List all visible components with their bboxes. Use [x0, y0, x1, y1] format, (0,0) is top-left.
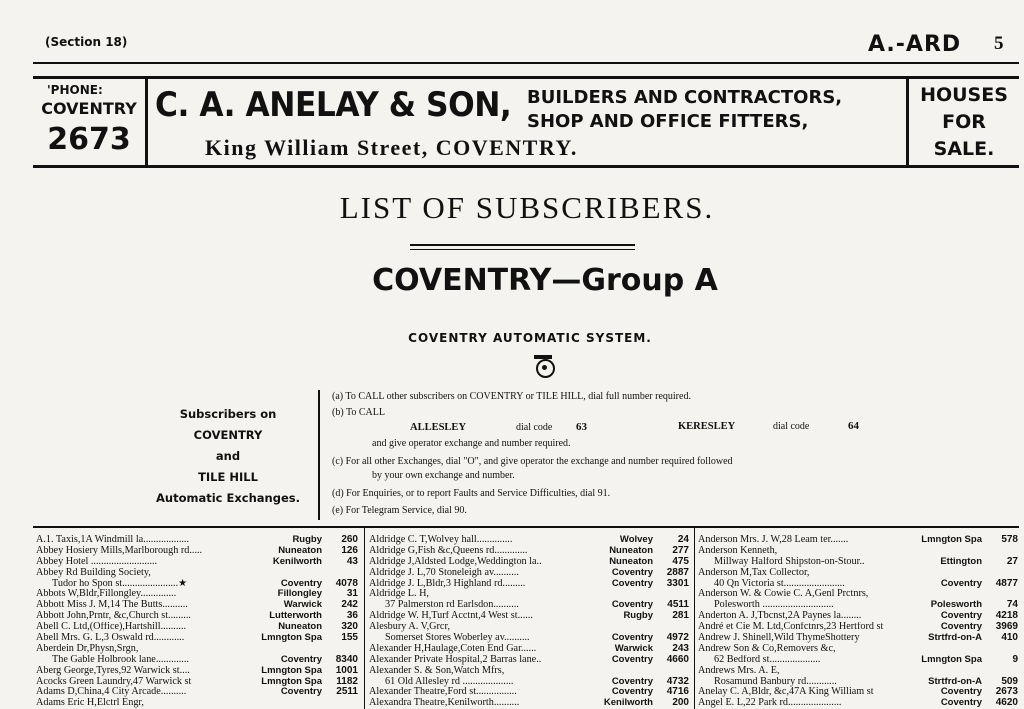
listing-name: The Gable Holbrook lane.............	[52, 654, 189, 665]
list-title: LIST OF SUBSCRIBERS.	[339, 190, 715, 225]
listing-exchange: Rugby	[292, 534, 322, 545]
left-note	[148, 404, 308, 509]
listing-number: 126	[341, 544, 358, 556]
listing-name: Anderton A. J,Tbcnst,2A Paynes la........	[698, 611, 862, 622]
listing-number: 2511	[336, 686, 358, 698]
listing-number: 277	[672, 544, 689, 556]
advert-banner	[33, 76, 1019, 168]
listing-row	[698, 568, 1018, 579]
column-divider-2	[694, 527, 695, 709]
listing-number: 2673	[995, 686, 1018, 698]
listing-name: Anelay C. A,Bldr, &c,47A King William st	[698, 687, 874, 698]
listing-name: Abbey Hosiery Mills,Marlborough rd.....	[36, 545, 203, 556]
listing-number: 242	[341, 599, 358, 611]
listing-exchange: Rugby	[623, 610, 653, 622]
listing-exchange: Strtfrd-on-A	[928, 632, 982, 644]
listing-exchange: Lutterworth	[269, 610, 322, 622]
section-label: (Section 18)	[45, 35, 128, 49]
listing-exchange: Nuneaton	[609, 555, 653, 567]
listing-number: 4660	[666, 653, 689, 665]
listing-column-3	[698, 535, 1018, 709]
listing-number: 1182	[336, 675, 358, 687]
listing-name: Andrews Mrs. A. E,	[698, 664, 780, 676]
listing-name: 40 Qn Victoria st........................	[714, 578, 845, 589]
instruction-b: (b) To CALL	[332, 407, 385, 418]
listing-name: Aldridge L. H,	[369, 588, 429, 600]
advert-divider-left	[145, 79, 148, 165]
instruction-c: (c) For all other Exchanges, dial "O", and give operator the exchange and number required followed	[332, 456, 733, 467]
listing-number: 410	[1001, 632, 1018, 644]
listing-number: 578	[1001, 534, 1018, 545]
services-line-1: BUILDERS AND CONTRACTORS,	[527, 87, 843, 108]
listing-name: Polesworth ............................	[714, 600, 834, 611]
listing-name: Alexander S. & Son,Watch Mfrs,	[369, 664, 505, 676]
listing-number: 4732	[666, 675, 689, 687]
allesley-code-label: dial code	[516, 422, 553, 433]
listing-name: Adams D,China,4 City Arcade..........	[36, 687, 187, 698]
page-number: 5	[994, 33, 1004, 54]
page-range: A.-ARD	[868, 32, 962, 57]
listing-exchange: Nuneaton	[278, 544, 322, 556]
left-note-line-3: and	[215, 449, 241, 463]
services-line-2: SHOP AND OFFICE FITTERS,	[527, 111, 809, 132]
listing-row	[698, 666, 1018, 677]
company-address: King William Street, COVENTRY.	[205, 135, 578, 160]
system-title: COVENTRY AUTOMATIC SYSTEM.	[408, 331, 652, 345]
left-note-line-2: COVENTRY	[193, 428, 263, 442]
listing-number: 4716	[666, 686, 689, 698]
listing-number: 260	[341, 534, 358, 545]
phone-number: 2673	[47, 122, 131, 157]
listing-exchange: Polesworth	[930, 599, 982, 611]
listing-exchange: Lmngton Spa	[921, 653, 982, 665]
listing-name: André et Cie M. Ltd,Confctnrs,23 Hertford st	[698, 622, 884, 633]
title-rule-2	[410, 249, 635, 250]
listing-name: Andrew Son & Co,Removers &c,	[698, 642, 836, 654]
listing-name: 61 Old Allesley rd ....................	[385, 676, 514, 687]
listing-exchange: Nuneaton	[609, 544, 653, 556]
left-note-line-5: Automatic Exchanges.	[156, 491, 300, 505]
listing-exchange: Lmngton Spa	[921, 534, 982, 545]
instruction-d: (d) For Enquiries, or to report Faults and Service Difficulties, dial 91.	[332, 488, 611, 499]
company-name: C. A. ANELAY & SON,	[155, 85, 512, 125]
listing-name: Acocks Green Laundry,47 Warwick st	[36, 676, 192, 687]
listing-number: 3969	[995, 621, 1018, 633]
listing-name: A.1. Taxis,1A Windmill la..................	[36, 535, 190, 545]
listing-number: 2887	[666, 566, 689, 578]
listing-exchange: Coventry	[611, 686, 653, 698]
listing-name: Millway Halford Shipston-on-Stour..	[714, 556, 865, 567]
listing-row	[36, 568, 358, 579]
listing-exchange: Kenilworth	[272, 555, 322, 567]
columns-top-rule	[33, 526, 1019, 528]
listing-number: 4620	[995, 697, 1018, 709]
listing-exchange: Kenilworth	[603, 697, 653, 709]
listing-exchange: Coventry	[940, 697, 982, 709]
listing-name: Anderson M,Tax Collector,	[698, 566, 810, 578]
listing-name: Rosamund Banbury rd............	[714, 676, 837, 687]
listing-name: Aldridge G,Fish &c,Queens rd.............	[369, 545, 528, 556]
listing-name: Aldridge J,Aldsted Lodge,Weddington la..	[369, 556, 542, 567]
left-note-line-4: TILE HILL	[198, 470, 258, 484]
listing-row	[369, 568, 689, 579]
listing-exchange: Ettington	[940, 555, 982, 567]
houses-text: HOUSES	[920, 84, 1008, 106]
listing-number: 24	[677, 534, 689, 545]
listing-exchange: Strtfrd-on-A	[928, 675, 982, 687]
listing-column-2	[369, 535, 689, 709]
phone-label: 'PHONE:	[47, 83, 103, 97]
listing-exchange: Coventry	[611, 566, 653, 578]
listing-exchange: Wolvey	[619, 534, 653, 545]
listing-exchange: Lmngton Spa	[261, 675, 322, 687]
keresley-code-label: dial code	[773, 421, 810, 432]
listing-name: Abbott Miss J. M,14 The Butts..........	[36, 600, 188, 611]
listing-number: 74	[1006, 599, 1018, 611]
phone-city: COVENTRY	[41, 99, 137, 118]
listing-number: 36	[346, 610, 358, 622]
listing-name: Alexandra Theatre,Kenilworth..........	[369, 698, 520, 709]
listing-number: 4972	[666, 632, 689, 644]
listing-number: 4078	[335, 577, 358, 589]
listing-name: Anderson Kenneth,	[698, 544, 778, 556]
listing-exchange: Nuneaton	[278, 621, 322, 633]
instruction-bracket	[318, 390, 330, 520]
listing-exchange: Coventry	[611, 675, 653, 687]
listing-row	[369, 698, 689, 709]
listing-name: Aldridge W. H,Turf Acctnt,4 West st......	[369, 611, 533, 622]
listing-exchange: Coventry	[280, 653, 322, 665]
listing-number: 43	[346, 555, 358, 567]
listing-exchange: Lmngton Spa	[261, 632, 322, 644]
listing-name: Abbott John,Prntr, &c,Church st.........	[36, 611, 191, 622]
listing-number: 3301	[666, 577, 689, 589]
listing-name: 62 Bedford st....................	[714, 654, 821, 665]
listing-name: Aldridge J. L,70 Stoneleigh av..........	[369, 567, 519, 578]
listing-name: Aberdein Dr,Physn,Srgn,	[36, 642, 139, 654]
allesley-code: 63	[576, 421, 587, 433]
listing-exchange: Warwick	[283, 599, 322, 611]
listing-name: Alexander Theatre,Ford st................	[369, 687, 517, 698]
listing-exchange: Coventry	[280, 686, 322, 698]
listing-name: 37 Palmerston rd Earlsdon..........	[385, 600, 519, 611]
listing-number: 155	[341, 632, 358, 644]
listing-exchange: Coventry	[611, 599, 653, 611]
listing-number: 243	[672, 642, 689, 654]
listing-number: 281	[672, 610, 689, 622]
listing-name: Aberg George,Tyres,92 Warwick st....	[36, 665, 190, 676]
listing-number: 200	[672, 697, 689, 709]
listing-exchange: Coventry	[940, 610, 982, 622]
listing-name: Anderson W. & Cowie C. A,Genl Prctnrs,	[698, 588, 869, 600]
instruction-b-tail: and give operator exchange and number required.	[372, 438, 571, 449]
left-note-line-1: Subscribers on	[179, 407, 277, 421]
allesley-exchange: ALLESLEY	[410, 422, 467, 433]
listing-name: Andrew J. Shinell,Wild ThymeShottery	[698, 633, 860, 644]
listing-name: Tudor ho Spon st......................★	[52, 578, 188, 589]
listing-column-1	[36, 535, 358, 709]
listing-number: 4218	[995, 610, 1018, 622]
listing-name: Alexander Private Hospital,2 Barras lane..	[369, 654, 542, 665]
listing-name: Adams Eric H,Elctrl Engr,	[36, 697, 144, 709]
listing-number: 4877	[995, 577, 1018, 589]
listing-name: Alesbury A. V,Grcr,	[369, 621, 450, 633]
listing-exchange: Warwick	[614, 642, 653, 654]
listing-name: Anderson Mrs. J. W,28 Leam ter.......	[698, 535, 849, 545]
listing-name: Aldridge J. L,Bldr,3 Highland rd.........	[369, 578, 526, 589]
listing-name: Alexander H,Haulage,Coten End Gar......	[369, 643, 537, 654]
listing-exchange: Coventry	[940, 686, 982, 698]
listing-exchange: Coventry	[280, 577, 322, 589]
listing-row	[36, 666, 358, 677]
listing-exchange: Fillongley	[277, 588, 322, 600]
listing-name: Somerset Stores Woberley av..........	[385, 633, 530, 644]
listing-exchange: Coventry	[611, 577, 653, 589]
listing-row	[36, 698, 358, 709]
for-text: FOR	[942, 111, 986, 133]
header-rule	[33, 62, 1019, 64]
listing-number: 320	[341, 621, 358, 633]
listing-number: 1001	[335, 664, 358, 676]
instruction-c-2: by your own exchange and number.	[372, 470, 515, 481]
listing-exchange: Coventry	[940, 577, 982, 589]
listing-exchange: Coventry	[611, 632, 653, 644]
ornament-dot-icon	[542, 365, 547, 370]
listing-exchange: Coventry	[611, 653, 653, 665]
instruction-e: (e) For Telegram Service, dial 90.	[332, 505, 467, 516]
listing-name: Angel E. L,22 Park rd.....................	[698, 698, 842, 709]
listing-row	[698, 698, 1018, 709]
listing-number: 31	[346, 588, 358, 600]
group-title: COVENTRY—Group A	[372, 263, 718, 298]
listing-name: Abbey Rd Building Society,	[36, 566, 151, 578]
listing-number: 509	[1001, 675, 1018, 687]
listing-row	[369, 666, 689, 677]
column-divider-1	[364, 527, 365, 709]
listing-exchange: Coventry	[940, 621, 982, 633]
listing-number: 4511	[667, 599, 689, 611]
keresley-exchange: KERESLEY	[678, 421, 736, 432]
listing-name: Abell C. Ltd,(Office),Hartshill..........	[36, 622, 187, 633]
listing-number: 27	[1006, 555, 1018, 567]
listing-number: 8340	[335, 653, 358, 665]
listing-name: Aldridge C. T,Wolvey hall..............	[369, 535, 513, 545]
title-rule-1	[410, 244, 635, 246]
keresley-code: 64	[848, 420, 859, 432]
instruction-a: (a) To CALL other subscribers on COVENTRY or TILE HILL, dial full number required.	[332, 391, 691, 402]
listing-exchange: Lmngton Spa	[261, 664, 322, 676]
listing-number: 9	[1012, 653, 1018, 665]
sale-text: SALE.	[933, 138, 995, 160]
listing-number: 475	[672, 555, 689, 567]
listing-name: Abbots W,Bldr,Fillongley..............	[36, 589, 177, 600]
listing-name: Abell Mrs. G. L,3 Oswald rd............	[36, 633, 185, 644]
listing-name: Abbey Hotel ..........................	[36, 556, 158, 567]
